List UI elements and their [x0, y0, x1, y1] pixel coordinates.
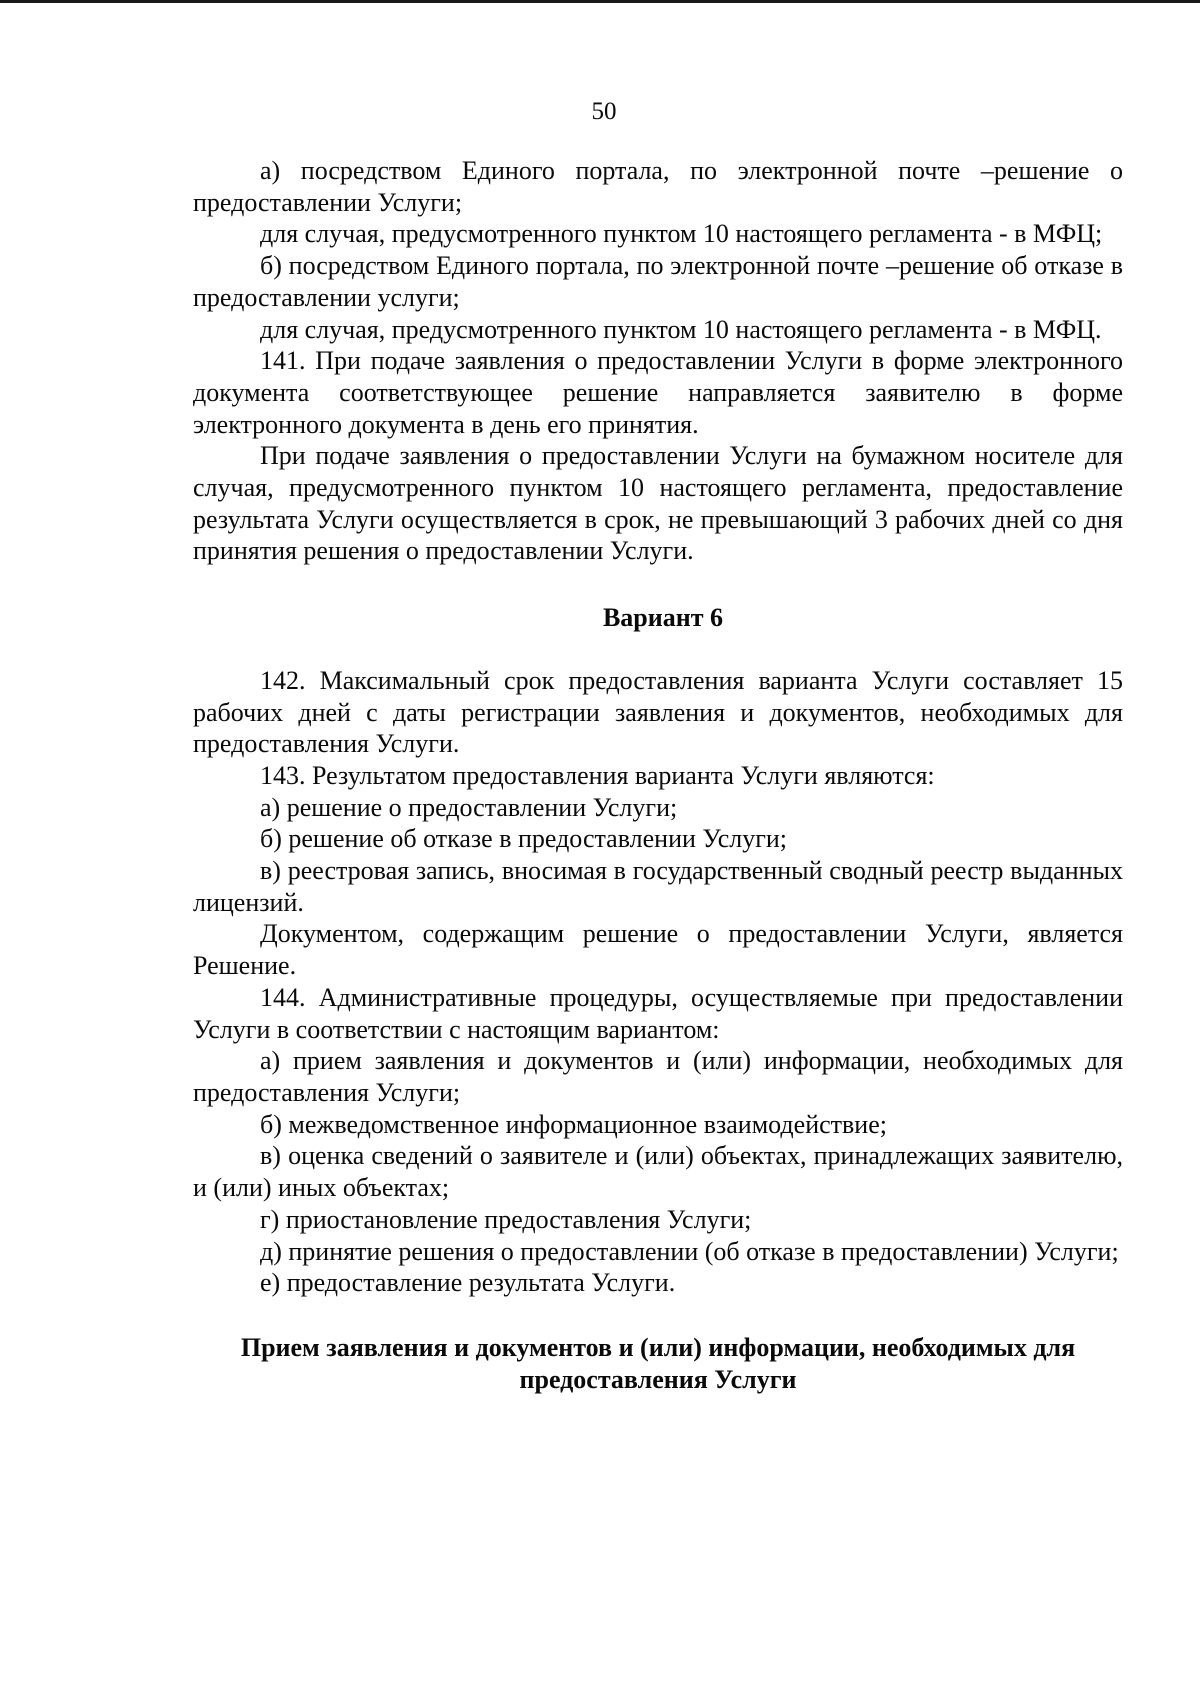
list-item: а) прием заявления и документов и (или) информации, необходимых для предоставления Услуги;: [193, 1046, 1123, 1107]
top-border-line: [0, 0, 1200, 3]
document-body: [193, 155, 1123, 1395]
paragraph: 141. При подаче заявления о предоставлении Услуги в форме электронного документа соответствующее решение направляется заявителю в форме электронного документа в день его принятия.: [193, 346, 1123, 439]
paragraph: а) посредством Единого портала, по электронной почте –решение о предоставлении Услуги;: [193, 156, 1123, 217]
paragraph: 143. Результатом предоставления варианта Услуги являются:: [260, 760, 935, 790]
paragraph: 144. Административные процедуры, осуществляемые при предоставлении Услуги в соответствии с настоящим вариантом:: [193, 982, 1123, 1044]
list-item: б) решение об отказе в предоставлении Услуги;: [260, 824, 788, 854]
paragraph: 142. Максимальный срок предоставления варианта Услуги составляет 15 рабочих дней с даты регистрации заявления и документов, необходимых для предоставления Услуги.: [193, 665, 1123, 759]
list-item: в) оценка сведений о заявителе и (или) объектах, принадлежащих заявителю, и (или) иных объектах;: [193, 1141, 1123, 1203]
paragraph: При подаче заявления о предоставлении Услуги на бумажном носителе для случая, предусмотренного пунктом 10 настоящего регламента, предоставление результата Услуги осуществляется в срок, не превышающий 3 рабочих дней со дня принятия решения о предоставлении Услуги.: [193, 441, 1123, 566]
list-item: е) предоставление результата Услуги.: [260, 1268, 676, 1298]
section-heading: Прием заявления и документов и (или) информации, необходимых для предоставления Услуги: [240, 1332, 1076, 1394]
paragraph: б) посредством Единого портала, по электронной почте –решение об отказе в предоставлении услуги;: [193, 251, 1123, 312]
list-item: г) приостановление предоставления Услуги;: [260, 1204, 752, 1234]
paragraph: для случая, предусмотренного пунктом 10 настоящего регламента - в МФЦ.: [260, 314, 1102, 344]
list-item: б) межведомственное информационное взаимодействие;: [260, 1109, 887, 1139]
variant-heading: Вариант 6: [602, 603, 724, 633]
list-item: д) принятие решения о предоставлении (об отказе в предоставлении) Услуги;: [260, 1236, 1119, 1266]
paragraph: для случая, предусмотренного пунктом 10 настоящего регламента - в МФЦ;: [260, 219, 1103, 249]
list-item: а) решение о предоставлении Услуги;: [260, 792, 678, 822]
result-delivery-block: [193, 155, 1123, 567]
variant-6-block: [193, 665, 1123, 1299]
list-item: в) реестровая запись, вносимая в государственный сводный реестр выданных лицензий.: [193, 856, 1123, 917]
paragraph: Документом, содержащим решение о предоставлении Услуги, является Решение.: [193, 919, 1123, 981]
page-number: 50: [591, 98, 617, 125]
